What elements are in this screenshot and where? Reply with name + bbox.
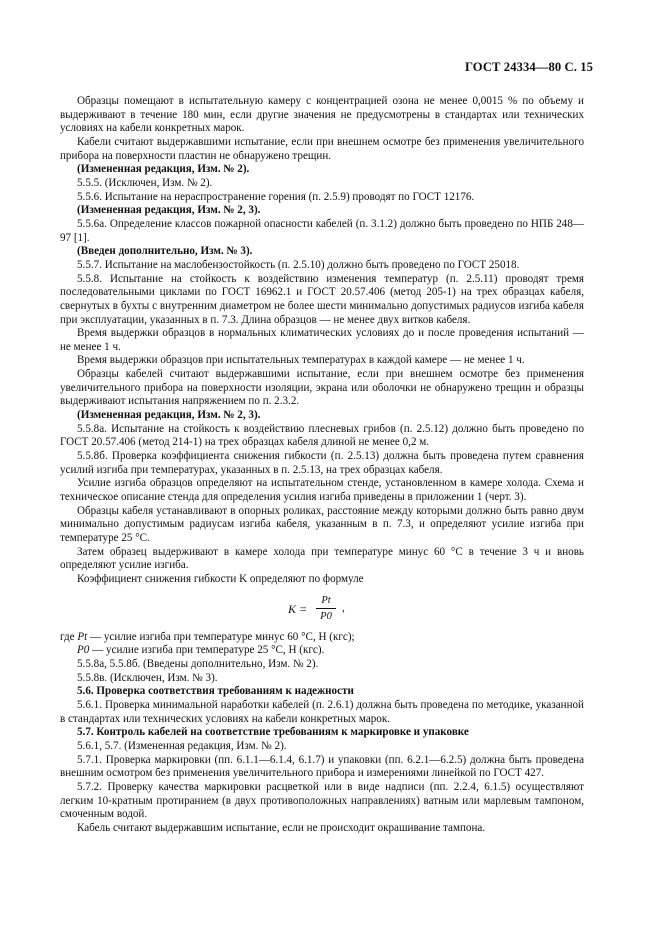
definition-text: — усилие изгиба при температуре 25 °С, Н (кгс).	[92, 644, 325, 657]
formula-tail: ,	[342, 601, 345, 614]
paragraph: Усилие изгиба образцов определяют на испытательном стенде, установленном в камере холода. Схема и техническое описание стенда для определения усилия изгиба приведены в приложении 1 (черт. 3).	[60, 477, 584, 504]
definition-symbol: Pt	[77, 630, 88, 643]
paragraph: Образцы кабеля устанавливают в опорных роликах, расстояние между которыми должно быть равно двум минимально допустимым радиусам изгиба кабеля, указанным в п. 7.3, и определяют усилие изгиба при температуре 25 °С.	[60, 504, 584, 544]
definition-prefix: где	[60, 630, 75, 643]
definition-pt	[60, 631, 584, 645]
paragraph: 5.5.6. Испытание на нераспространение горения (п. 2.5.9) проводят по ГОСТ 12176.	[77, 190, 475, 203]
paragraph: 5.6. Проверка соответствия требованиям к надежности	[77, 685, 354, 698]
paragraphs-block-1	[60, 95, 584, 573]
formula-fraction	[316, 594, 336, 624]
paragraph: 5.5.8. Испытание на стойкость к воздействию изменения температур (п. 2.5.11) проводят тремя последовательными циклами по ГОСТ 16962.1 и ГОСТ 20.57.406 (метод 205-1) на трех образцах кабеля, свернутых в бухты с внутренним диаметром не более шести минимально допустимых радиусов изгиба кабеля при эксплуатации, указанных в п. 7.3. Длина образцов — не менее двух витков кабеля.	[60, 272, 584, 326]
paragraph: 5.7. Контроль кабелей на соответствие требованиям к маркировке и упаковке	[77, 726, 469, 739]
paragraph: Время выдержки образцов в нормальных климатических условиях до и после проведения испытаний — не менее 1 ч.	[60, 327, 584, 353]
formula	[60, 589, 584, 631]
paragraph: Кабели считают выдержавшими испытание, если при внешнем осмотре без применения увеличительного прибора на поверхности пластин не обнаружено трещин.	[60, 135, 584, 162]
page-header: ГОСТ 24334—80 С. 15	[465, 60, 593, 74]
paragraph: 5.6.1, 5.7. (Измененная редакция, Изм. № 2).	[77, 739, 287, 752]
formula-denominator: P0	[320, 611, 332, 623]
document-body	[60, 95, 584, 835]
paragraph: Образцы кабелей считают выдержавшими испытание, если при внешнем осмотре без применения увеличительного прибора на поверхности изоляции, экрана или оболочки не обнаружено трещин и образцы выдерживают испытания напряжением по п. 2.3.2.	[60, 368, 584, 408]
fraction-bar	[316, 608, 336, 609]
formula-intro-text: Коэффициент снижения гибкости K определяют по формуле	[77, 572, 364, 585]
paragraphs-block-2	[60, 658, 584, 836]
paragraph: 5.7.1. Проверка маркировки (пп. 6.1.1—6.1.4, 6.1.7) и упаковки (пп. 6.2.1—6.2.5) должна быть проведена внешним осмотром без применения увеличительного прибора и измерениями линейкой по ГОСТ 427.	[60, 753, 584, 780]
formula-numerator: Pt	[321, 594, 331, 606]
paragraph: Время выдержки образцов при испытательных температурах в каждой камере — не менее 1 ч.	[77, 354, 525, 367]
paragraph: 5.5.5. (Исключен, Изм. № 2).	[77, 176, 213, 189]
paragraph: Образцы помещают в испытательную камеру с концентрацией озона не менее 0,0015 % по объему и выдерживают в течение 180 мин, если другие значения не предусмотрены в стандартах или технических условиях на кабели конкретных марок.	[60, 95, 584, 135]
definition-text: — усилие изгиба при температуре минус 60 °С, Н (кгс);	[90, 630, 355, 643]
paragraph: 5.5.6а. Определение классов пожарной опасности кабелей (п. 3.1.2) должно быть проведено по НПБ 248—97 [1].	[60, 217, 584, 244]
paragraph: 5.5.8б. Проверка коэффициента снижения гибкости (п. 2.5.13) должна быть проведена путем сравнения усилий изгиба при температурах, указанных в п. 2.5.13, на трех образцах кабеля.	[60, 450, 584, 476]
paragraph: 5.5.8а, 5.5.8б. (Введены дополнительно, Изм. № 2).	[77, 657, 319, 670]
paragraph: (Измененная редакция, Изм. № 2, 3).	[77, 409, 261, 422]
paragraph: 5.7.2. Проверку качества маркировки расцветкой или в виде надписи (пп. 2.2.4, 6.1.5) осуществляют легким 10-кратным протиранием (в двух противоположных направлениях) ватным или марлевым тампоном, смоченным водой.	[60, 780, 584, 821]
paragraph: (Измененная редакция, Изм. № 2).	[77, 163, 250, 176]
paragraph: 5.5.8а. Испытание на стойкость к воздействию плесневых грибов (п. 2.5.12) должно быть проведено по ГОСТ 20.57.406 (метод 214-1) на трех образцах кабеля длиной не менее 0,2 м.	[60, 422, 584, 449]
paragraph: 5.5.8в. (Исключен, Изм. № 3).	[77, 671, 218, 684]
paragraph: 5.6.1. Проверка минимальной наработки кабелей (п. 2.6.1) должна быть проведена по методике, указанной в стандартах или технических условиях на кабели конкретных марок.	[60, 698, 584, 725]
paragraph: Кабель считают выдержавшим испытание, если не происходит окрашивание тампона.	[77, 821, 486, 834]
formula-intro	[60, 573, 584, 587]
paragraph: (Измененная редакция, Изм. № 2, 3).	[77, 204, 261, 217]
definition-p0	[60, 644, 584, 658]
paragraph: Затем образец выдерживают в камере холода при температуре минус 60 °С в течение 3 ч и вновь определяют усилие изгиба.	[60, 545, 584, 572]
formula-lhs: K =	[288, 601, 308, 616]
paragraph: 5.5.7. Испытание на маслобензостойкость (п. 2.5.10) должно быть проведено по ГОСТ 25018.	[77, 258, 520, 271]
paragraph: (Введен дополнительно, Изм. № 3).	[77, 245, 253, 258]
definition-symbol: P0	[77, 644, 90, 657]
